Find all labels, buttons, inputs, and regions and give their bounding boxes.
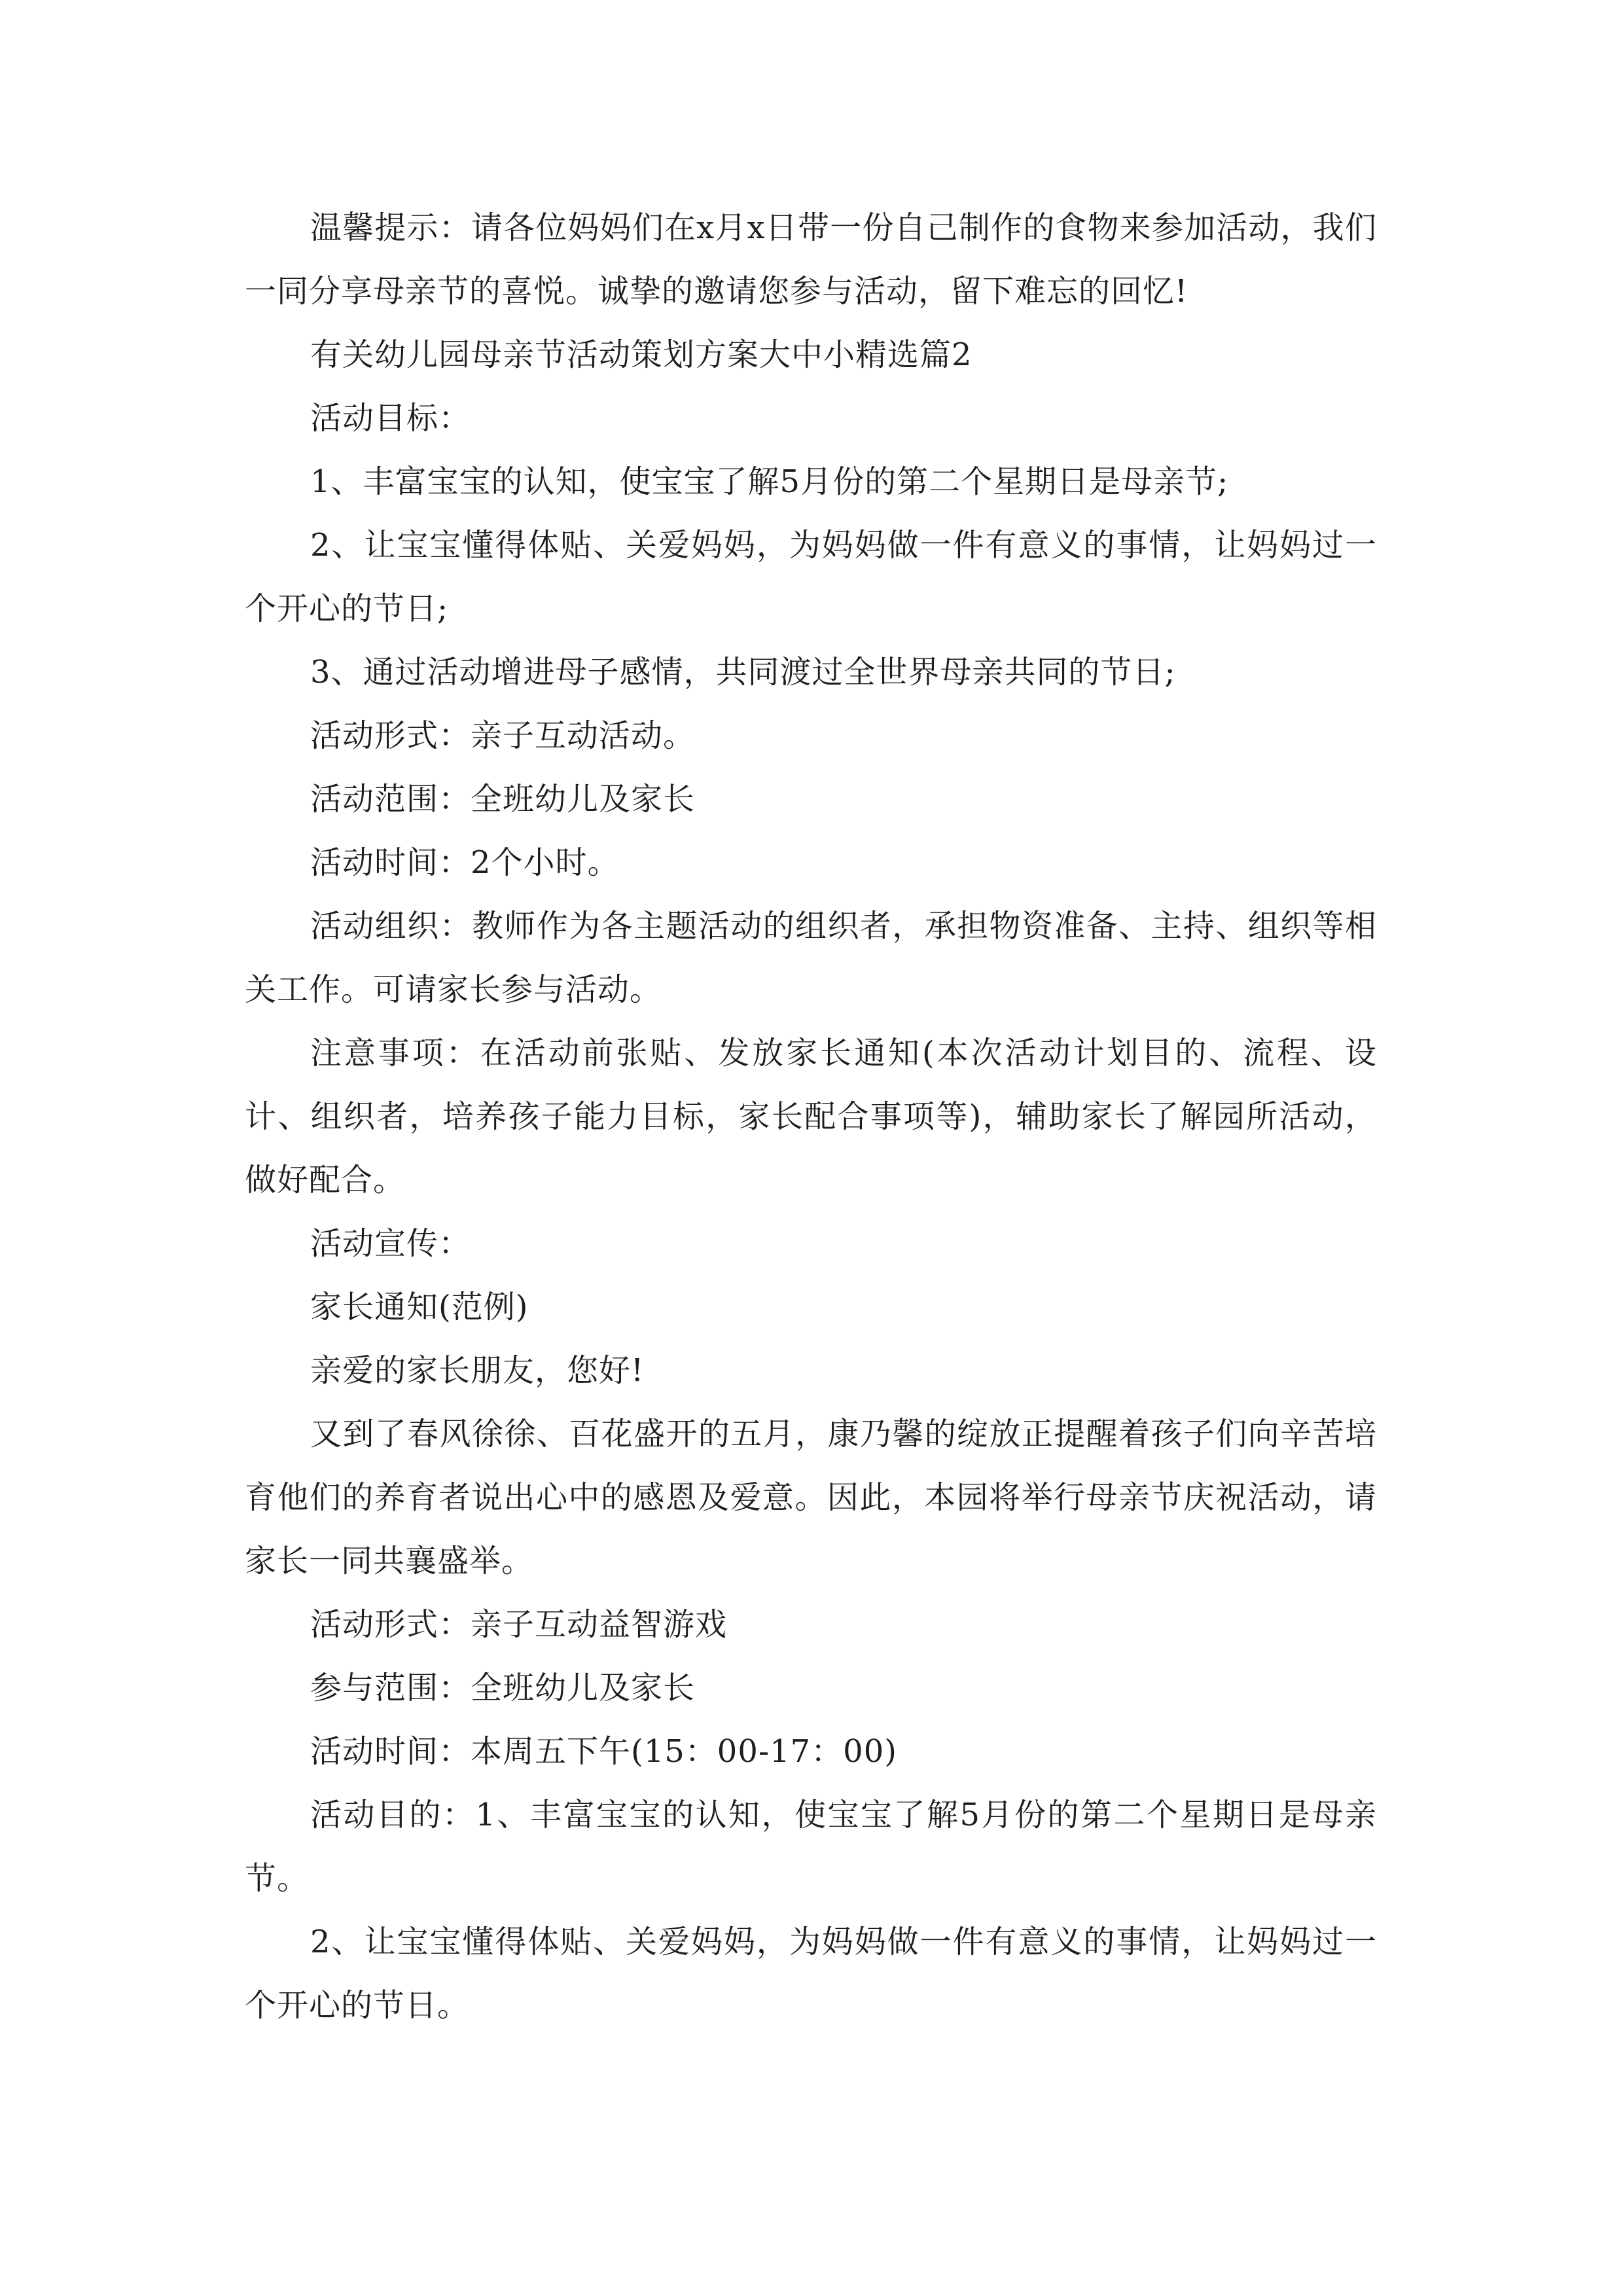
paragraph-organization: 活动组织：教师作为各主题活动的组织者，承担物资准备、主持、组织等相关工作。可请家长参与活动。: [245, 908, 1377, 1008]
paragraph-notice-time: 活动时间：本周五下午(15：00-17：00): [310, 1733, 897, 1770]
paragraph-scope: 活动范围：全班幼儿及家长: [310, 781, 696, 817]
paragraph-notice-title: 家长通知(范例): [310, 1289, 529, 1325]
paragraph-goal-3: 3、通过活动增进母子感情，共同渡过全世界母亲共同的节日;: [310, 654, 1176, 691]
paragraph-goal-2: 2、让宝宝懂得体贴、关爱妈妈，为妈妈做一件有意义的事情，让妈妈过一个开心的节日;: [245, 527, 1377, 627]
paragraph-notice-format: 活动形式：亲子互动益智游戏: [310, 1606, 728, 1643]
paragraph-notes: 注意事项：在活动前张贴、发放家长通知(本次活动计划目的、流程、设计、组织者，培养孩子能力目标，家长配合事项等)，辅助家长了解园所活动，做好配合。: [245, 1035, 1377, 1198]
paragraph-promotion-label: 活动宣传：: [310, 1225, 471, 1262]
paragraph-notice-scope: 参与范围：全班幼儿及家长: [310, 1670, 696, 1706]
paragraph-notice-purpose-2: 2、让宝宝懂得体贴、关爱妈妈，为妈妈做一件有意义的事情，让妈妈过一个开心的节日。: [245, 1924, 1377, 2024]
paragraph-goal-1: 1、丰富宝宝的认知，使宝宝了解5月份的第二个星期日是母亲节;: [310, 463, 1229, 500]
paragraph-notice-purpose-1: 活动目的：1、丰富宝宝的认知，使宝宝了解5月份的第二个星期日是母亲节。: [245, 1797, 1377, 1897]
document-body: [245, 196, 1377, 2037]
paragraph-tip: 温馨提示：请各位妈妈们在x月x日带一份自己制作的食物来参加活动，我们一同分享母亲节的喜悦。诚挚的邀请您参与活动，留下难忘的回忆!: [245, 209, 1377, 310]
paragraph-time: 活动时间：2个小时。: [310, 844, 620, 881]
paragraph-goal-label: 活动目标：: [310, 400, 471, 437]
paragraph-invitation: 又到了春风徐徐、百花盛开的五月，康乃馨的绽放正提醒着孩子们向辛苦培育他们的养育者说出心中的感恩及爱意。因此，本园将举行母亲节庆祝活动，请家长一同共襄盛举。: [245, 1416, 1377, 1579]
section-heading: 有关幼儿园母亲节活动策划方案大中小精选篇2: [310, 336, 972, 373]
paragraph-greeting: 亲爱的家长朋友，您好!: [310, 1352, 645, 1389]
paragraph-format: 活动形式：亲子互动活动。: [310, 717, 696, 754]
